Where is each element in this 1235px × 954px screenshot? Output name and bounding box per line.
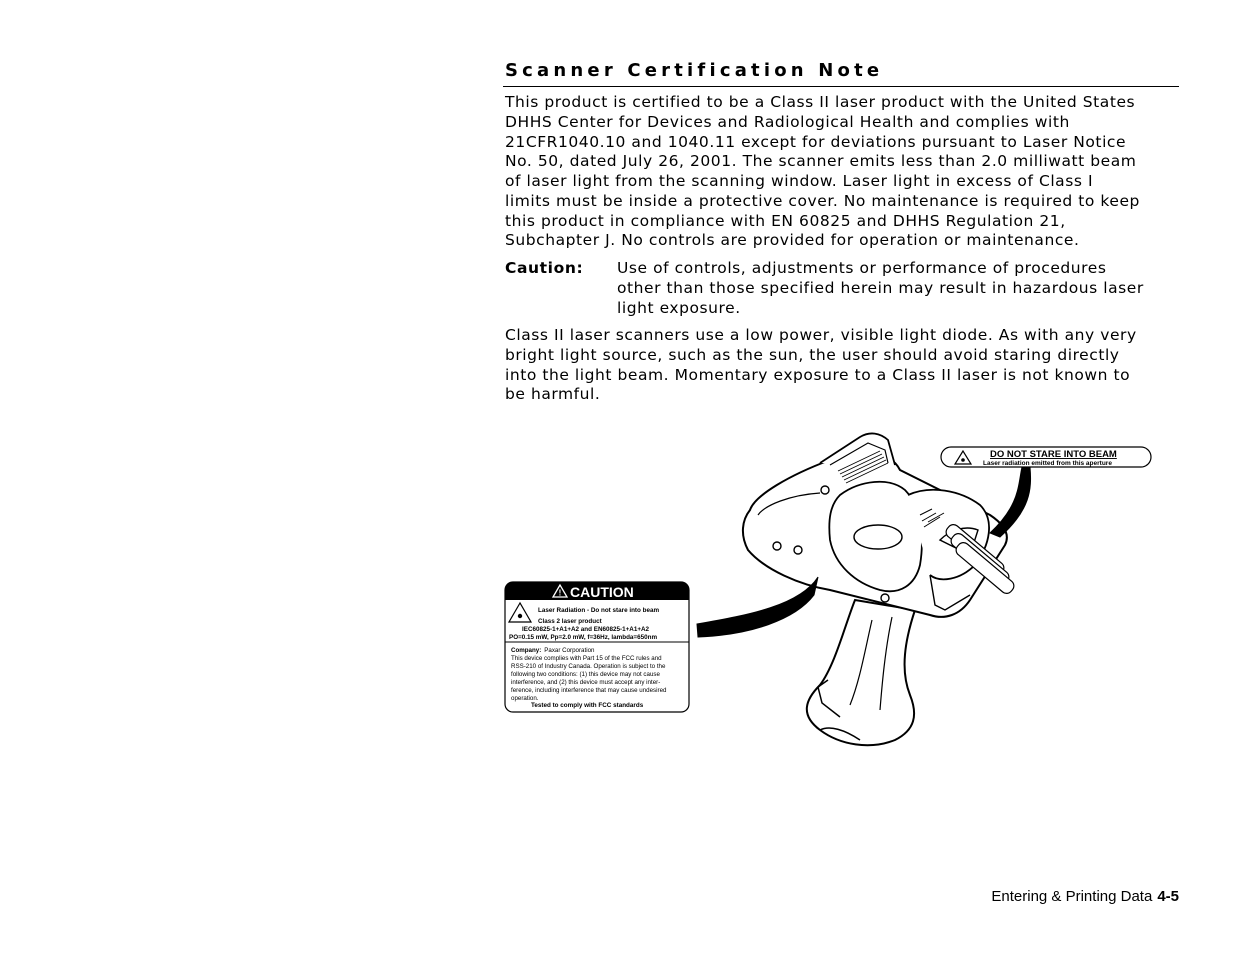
company-name: Paxar Corporation — [544, 647, 595, 654]
class2-line: Class II laser scanners use a low power, visible light diode. As with any very — [505, 326, 1137, 344]
class2-line: into the light beam. Momentary exposure to a Class II laser is not known to — [505, 365, 1131, 384]
fcc-line: operation. — [511, 695, 539, 702]
caution-line: light exposure. — [617, 298, 741, 317]
intro-line: 21CFR1040.10 and 1040.11 except for deviations pursuant to Laser Notice — [505, 132, 1127, 151]
scanner-figure — [500, 425, 1160, 755]
tested-line: Tested to comply with FCC standards — [531, 702, 644, 709]
svg-text:!: ! — [558, 588, 562, 598]
caution-radiation-line: Laser Radiation - Do not stare into beam — [538, 607, 660, 614]
title-rule — [503, 86, 1179, 87]
intro-line: limits must be inside a protective cover. No maintenance is required to keep — [505, 191, 1140, 210]
caution-text — [617, 259, 1144, 318]
intro-line: No. 50, dated July 26, 2001. The scanner emits less than 2.0 milliwatt beam — [505, 152, 1137, 171]
intro-line: Subchapter J. No controls are provided for operation or maintenance. — [505, 231, 1080, 250]
section-title: Scanner Certification Note — [505, 60, 884, 81]
beam-leader-arrow — [990, 467, 1031, 537]
scanner-illustration — [743, 433, 1016, 745]
intro-line: of laser light from the scanning window. Laser light in excess of Class I — [505, 172, 1094, 190]
caution-line: Use of controls, adjustments or performance of procedures — [617, 259, 1107, 277]
intro-line: this product in compliance with EN 60825 and DHHS Regulation 21, — [505, 211, 1066, 230]
intro-line: DHHS Center for Devices and Radiological Health and complies with — [505, 112, 1070, 131]
caution-sticker-header: CAUTION — [570, 584, 634, 600]
class2-line: be harmful. — [505, 385, 601, 404]
class2-line: bright light source, such as the sun, the user should avoid staring directly — [505, 345, 1120, 364]
class2-paragraph — [505, 326, 1185, 405]
fcc-line: ference, including interference that may cause undesired — [511, 687, 667, 694]
fcc-line: RSS-210 of Industry Canada. Operation is subject to the — [511, 663, 666, 670]
page-footer — [991, 888, 1179, 905]
caution-label: Caution: — [505, 259, 584, 277]
caution-power-line: PO=0.15 mW, Pp=2.0 mW, f=36Hz, lambda=650nm — [509, 634, 658, 641]
caution-line: other than those specified herein may result in hazardous laser — [617, 278, 1144, 297]
beam-label-subtitle: Laser radiation emitted from this aperture — [983, 460, 1112, 467]
page-number: 4-5 — [1157, 888, 1179, 905]
caution-sticker — [505, 582, 689, 712]
svg-text:Company:Paxar Corporation — [511, 647, 595, 654]
intro-paragraph — [505, 93, 1185, 251]
caution-class-line: Class 2 laser product — [538, 618, 602, 625]
caution-standard-line: IEC60825-1+A1+A2 and EN60825-1+A1+A2 — [522, 626, 650, 633]
fcc-line: This device complies with Part 15 of the FCC rules and — [511, 655, 662, 662]
fcc-line: following two conditions: (1) this device may not cause — [511, 671, 660, 678]
intro-line: This product is certified to be a Class II laser product with the United States — [505, 93, 1136, 111]
company-label: Company: — [511, 647, 542, 654]
caution-leader-arrow — [697, 577, 818, 637]
fcc-line: interference, and (2) this device must accept any inter- — [511, 679, 661, 686]
beam-label-title: DO NOT STARE INTO BEAM — [990, 449, 1117, 460]
beam-warning-label — [941, 447, 1151, 467]
footer-section-title: Entering & Printing Data — [991, 888, 1153, 905]
